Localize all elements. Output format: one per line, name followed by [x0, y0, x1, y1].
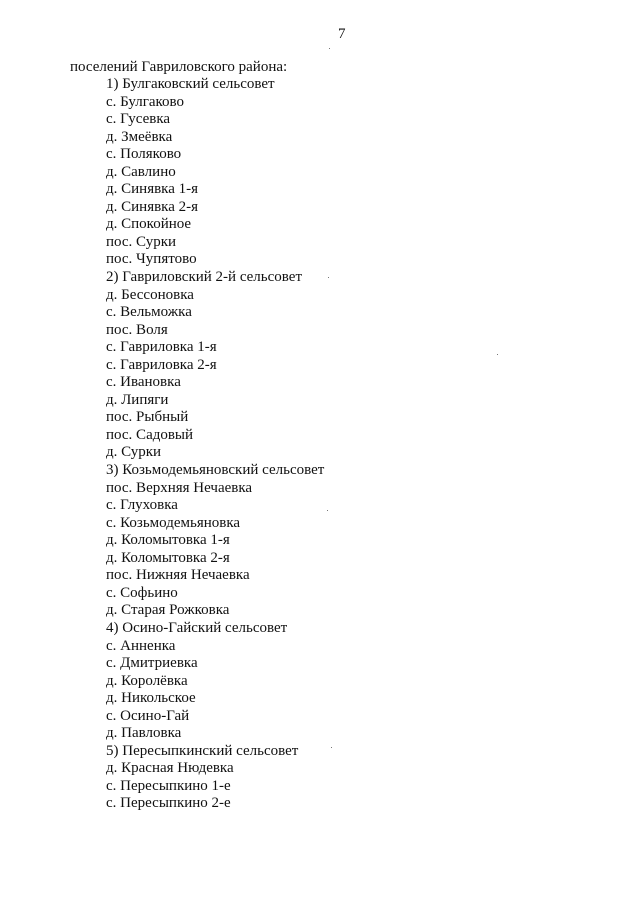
settlement-item: с. Пересыпкино 2-е — [106, 795, 231, 812]
settlement-item: д. Красная Нюдевка — [106, 760, 234, 777]
council-heading: 2) Гавриловский 2-й сельсовет — [106, 269, 303, 286]
settlement-item: д. Бессоновка — [106, 286, 194, 303]
settlement-item: д. Синявка 1-я — [106, 181, 199, 198]
settlement-item: с. Булгаково — [106, 93, 185, 110]
scan-speck — [331, 747, 332, 748]
settlement-item: с. Ивановка — [106, 374, 181, 391]
settlement-item: д. Королёвка — [106, 672, 188, 689]
settlement-item: пос. Верхняя Нечаевка — [106, 479, 253, 496]
scan-speck — [328, 277, 329, 278]
settlement-item: д. Липяги — [106, 391, 169, 408]
scan-speck — [497, 354, 498, 355]
settlement-item: д. Змеёвка — [106, 128, 173, 145]
settlement-item: пос. Садовый — [106, 426, 194, 443]
settlement-item: с. Вельможка — [106, 304, 192, 321]
settlement-item: пос. Чупятово — [106, 251, 197, 268]
settlement-item: с. Глуховка — [106, 497, 178, 514]
settlement-list — [106, 76, 324, 813]
council-heading: 4) Осино-Гайский сельсовет — [106, 619, 288, 636]
settlement-item: с. Гусевка — [106, 111, 171, 128]
settlement-item: д. Синявка 2-я — [106, 198, 199, 215]
intro-line: поселений Гавриловского района: — [70, 59, 288, 75]
settlement-item: с. Гавриловка 2-я — [106, 356, 217, 373]
settlement-item: д. Коломытовка 2-я — [106, 549, 230, 566]
settlement-item: с. Гавриловка 1-я — [106, 339, 217, 356]
settlement-item: д. Сурки — [106, 444, 162, 461]
settlement-item: д. Коломытовка 1-я — [106, 532, 230, 549]
settlement-item: с. Поляково — [106, 146, 182, 163]
settlement-item: д. Савлино — [106, 163, 176, 180]
settlement-item: с. Дмитриевка — [106, 655, 198, 672]
scan-speck — [327, 510, 328, 511]
settlement-item: пос. Нижняя Нечаевка — [106, 567, 250, 584]
settlement-item: с. Пересыпкино 1-е — [106, 777, 231, 794]
settlement-item: пос. Рыбный — [106, 409, 189, 426]
settlement-item: д. Спокойное — [106, 216, 192, 233]
settlement-item: с. Анненка — [106, 637, 176, 654]
settlement-item: с. Осино-Гай — [106, 707, 190, 724]
settlement-item: д. Павловка — [106, 725, 182, 742]
scan-speck — [329, 48, 330, 49]
settlement-item: с. Козьмодемьяновка — [106, 514, 241, 531]
settlement-item: д. Старая Рожковка — [106, 602, 230, 619]
settlement-item: д. Никольское — [106, 690, 196, 707]
settlement-item: с. Софьино — [106, 584, 178, 601]
council-heading: 3) Козьмодемьяновский сельсовет — [106, 462, 325, 479]
council-heading: 1) Булгаковский сельсовет — [106, 76, 275, 92]
settlement-item: пос. Сурки — [106, 233, 177, 250]
council-heading: 5) Пересыпкинский сельсовет — [106, 742, 299, 759]
settlement-item: пос. Воля — [106, 321, 168, 338]
page-number: 7 — [338, 26, 346, 42]
